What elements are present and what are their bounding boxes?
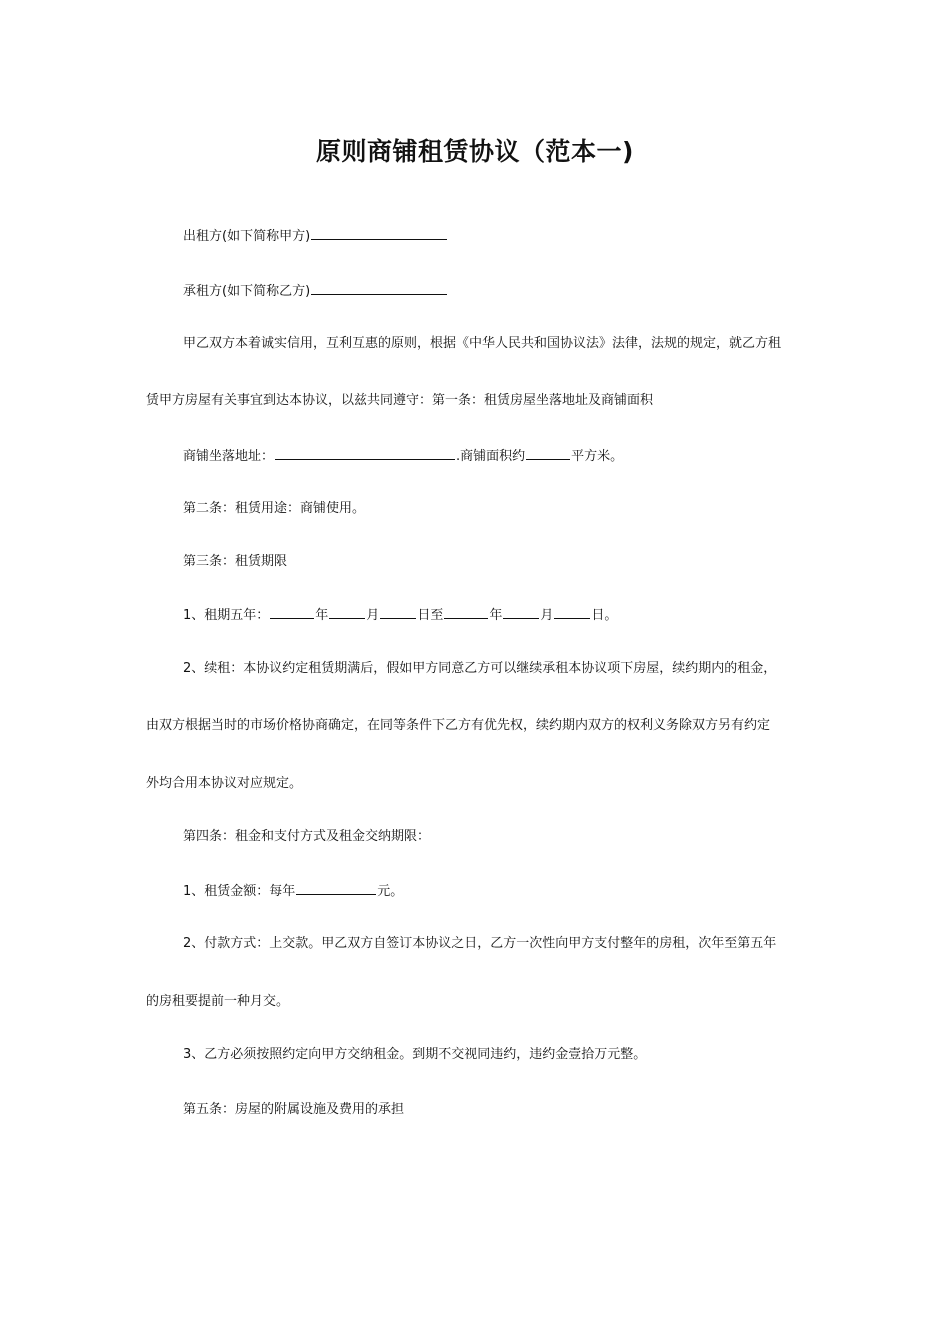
end-month-unit: 月 [540, 608, 554, 623]
lessee-line [183, 281, 448, 301]
end-month-blank[interactable] [503, 605, 539, 619]
lessor-label: 出租方(如下简称甲方) [183, 229, 311, 244]
document-title: 原则商铺租赁协议（范本一) [316, 137, 634, 166]
start-month-blank[interactable] [329, 605, 365, 619]
payment-line-2: 的房租要提前一种月交。 [146, 994, 290, 1009]
term-label: 1、租期五年： [183, 608, 270, 623]
lessee-blank[interactable] [311, 281, 447, 295]
renewal-line-1: 2、续租：本协议约定租赁期满后，假如甲方同意乙方可以继续承租本协议项下房屋，续约期内的租金， [183, 661, 777, 676]
start-year-unit: 年 [315, 608, 329, 623]
end-year-unit: 年 [489, 608, 503, 623]
address-blank[interactable] [275, 446, 455, 460]
rent-blank[interactable] [296, 881, 376, 895]
area-blank[interactable] [526, 446, 570, 460]
article-2: 第二条：租赁用途：商铺使用。 [183, 501, 366, 516]
address-label: 商铺坐落地址： [183, 449, 275, 464]
article-5: 第五条：房屋的附属设施及费用的承担 [183, 1102, 405, 1117]
rent-line [183, 881, 403, 901]
renewal-line-3: 外均合用本协议对应规定。 [146, 776, 303, 791]
rent-unit: 元。 [377, 884, 404, 899]
rent-label: 1、租赁金额：每年 [183, 884, 296, 899]
area-unit: 平方米。 [571, 449, 624, 464]
preamble-line-2: 赁甲方房屋有关事宜到达本协议，以兹共同遵守：第一条：租赁房屋坐落地址及商铺面积 [146, 393, 654, 408]
end-day-blank[interactable] [554, 605, 590, 619]
start-month-unit: 月 [366, 608, 380, 623]
address-line [183, 446, 623, 466]
end-year-blank[interactable] [444, 605, 488, 619]
article-4: 第四条：租金和支付方式及租金交纳期限： [183, 829, 431, 844]
renewal-line-2: 由双方根据当时的市场价格协商确定，在同等条件下乙方有优先权，续约期内双方的权利义务除双方另有约定 [146, 718, 771, 733]
lessor-line [183, 226, 448, 246]
payment-line-1: 2、付款方式：上交款。甲乙双方自签订本协议之日，乙方一次性向甲方支付整年的房租，次年至第五年 [183, 936, 777, 951]
lessor-blank[interactable] [311, 226, 447, 240]
end-day-unit: 日。 [591, 608, 618, 623]
term-line [183, 605, 617, 625]
day-to-label: 日至 [417, 608, 444, 623]
start-day-blank[interactable] [380, 605, 416, 619]
area-label: .商铺面积约 [456, 449, 526, 464]
article-3: 第三条：租赁期限 [183, 554, 288, 569]
penalty-line: 3、乙方必须按照约定向甲方交纳租金。到期不交视同违约，违约金壹拾万元整。 [183, 1047, 647, 1062]
lessee-label: 承租方(如下简称乙方) [183, 284, 311, 299]
preamble-line-1: 甲乙双方本着诚实信用，互利互惠的原则，根据《中华人民共和国协议法》法律，法规的规定，就乙方租 [183, 336, 782, 351]
start-year-blank[interactable] [270, 605, 314, 619]
